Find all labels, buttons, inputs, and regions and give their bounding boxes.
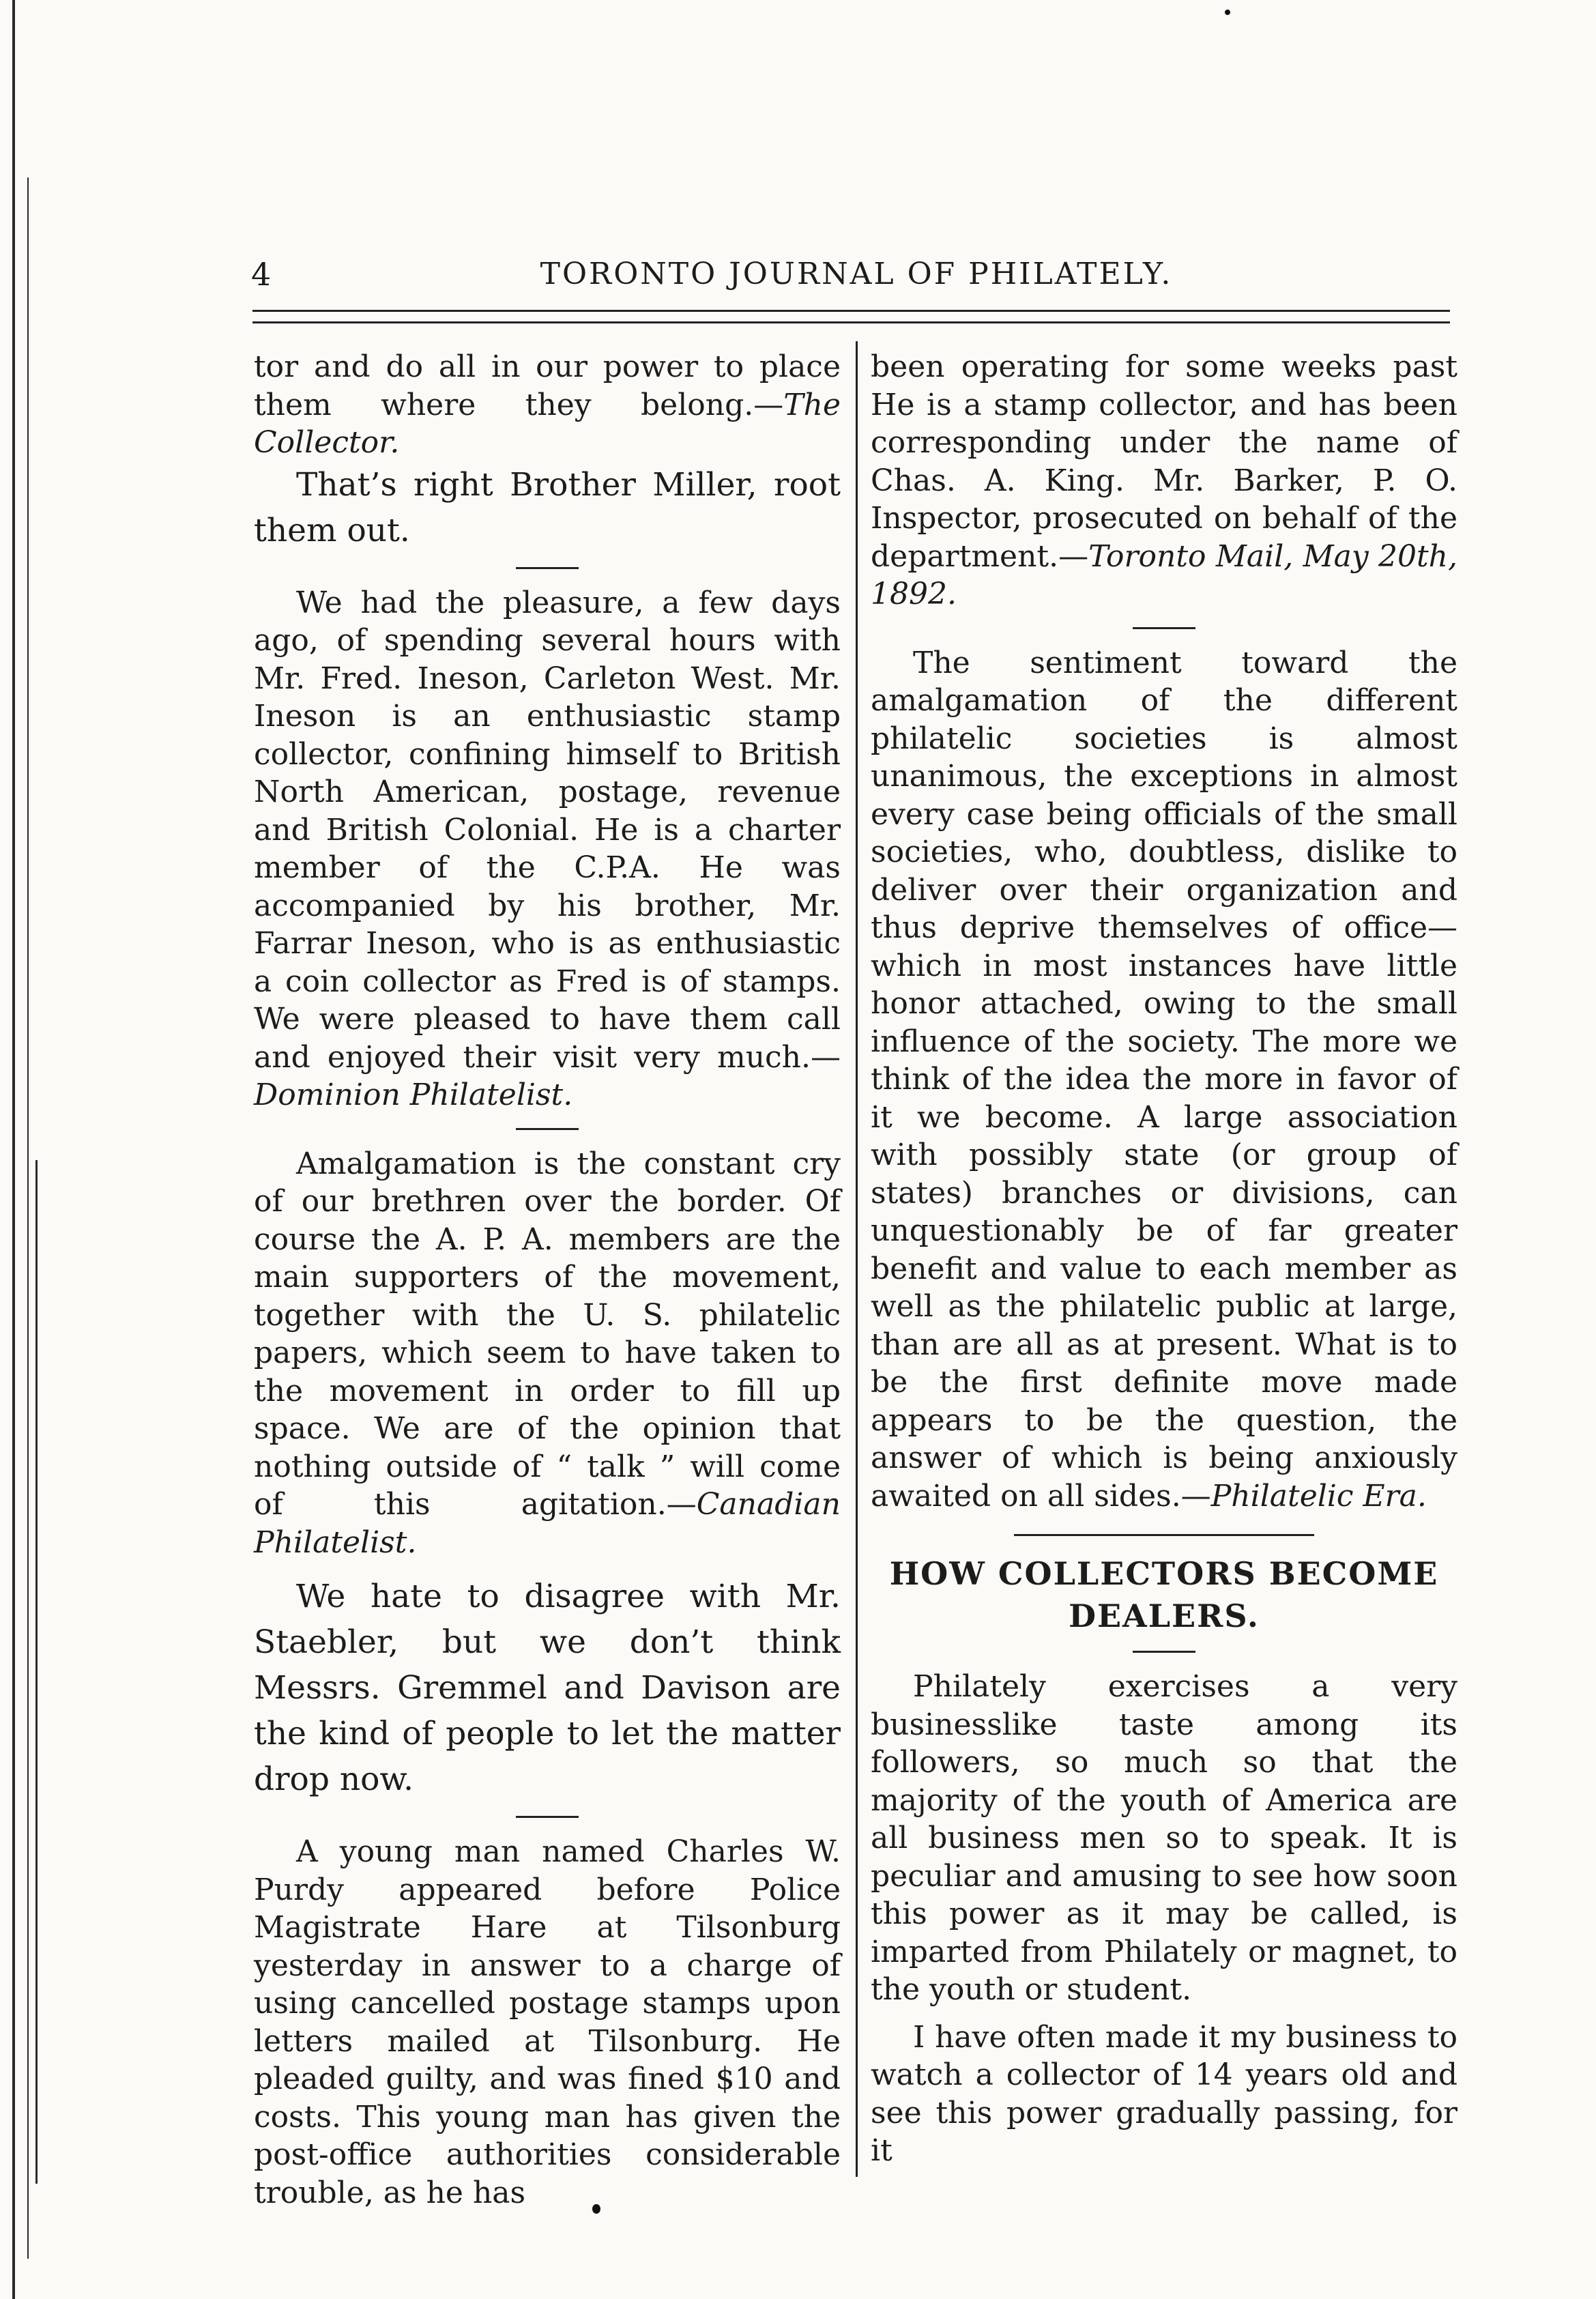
left-column [254,348,841,2212]
scan-edge-line [12,0,15,2299]
paragraph: That’s right Brother Miller, root them out. [254,465,841,549]
scan-edge-line [27,177,29,2259]
separator-rule [516,1816,579,1818]
paragraph: We hate to disagree with Mr. Staebler, but we don’t think Messrs. Gremmel and Davison are the kind of people to let the matter drop now. [254,1578,841,1798]
paragraph: We had the pleasure, a few days ago, of spending several hours with Mr. Fred. Ineson, Carleton West. Mr. Ineson is an enthusiastic stamp collector, confining himself to British North American, postage, revenue and British Colonial. He is a charter member of the C.P.A. He was accompanied by his brother, Mr. Farrar Ineson, who is as enthusiastic a coin collector as Fred is of stamps. We were pleased to have them call and enjoyed their visit very much.—Dominion Philatelist. [254,585,841,1112]
separator-rule [516,567,579,569]
separator-rule [1133,1651,1195,1653]
paragraph: The sentiment toward the amalgamation of the different philatelic societies is almost unanimous, the exceptions in almost every case being officials of the small societies, who, doubtless, dislike to deliver over their organization and thus deprive themselves of office— which in most instances have little honor attached, owing to the small influence of the society. The more we think of the idea the more in favor of it we become. A large association with possibly state (or group of states) branches or divisions, can unquestionably be of far greater benefit and value to each member as well as the philatelic public at large, than are all as at present. What is to be the first definite move made appears to be the question, the answer of which is being anxiously awaited on all sides.—Philatelic Era. [871,645,1457,1514]
ink-speck [1225,10,1230,15]
paragraph: been operating for some weeks past He is a stamp collector, and has been corresponding under the name of Chas. A. King. Mr. Barker, P. O. Inspector, prosecuted on behalf of the department.—Toronto Mail, May 20th, 1892. [871,349,1457,611]
paragraph: A young man named Charles W. Purdy appeared before Police Magistrate Hare at Tilsonburg yesterday in answer to a charge of using cancelled postage stamps upon letters mailed at Tilsonburg. He pleaded guilty, and was fined $10 and costs. This young man has given the post-office authorities considerable trouble, as he has [254,1834,841,2210]
source-citation: The Collector. [254,387,841,460]
source-citation: Dominion Philatelist. [254,1078,573,1112]
paragraph: Philately exercises a very businesslike taste among its followers, so much so that the majority of the youth of America are all business men so to speak. It is peculiar and amusing to see how soon this power as it may be called, is imparted from Philately or magnet, to the youth or student. [871,1669,1457,2007]
scan-edge-line [35,1160,38,2184]
section-heading: HOW COLLECTORS BECOME DEALERS. [889,1555,1439,1634]
source-citation: Philatelic Era. [1210,1478,1427,1514]
page-number: 4 [251,256,272,293]
separator-rule [1014,1534,1314,1536]
paragraph: I have often made it my business to watch a collector of 14 years old and see this power gradually passing, for it [871,2019,1457,2168]
separator-rule [516,1128,579,1130]
paragraph: tor and do all in our power to place them where they belong.—The Collector. [254,349,841,460]
right-column [871,348,1457,2170]
column-divider [856,341,858,2177]
page-header [246,252,1467,296]
source-citation: Toronto Mail, May 20th, 1892. [871,538,1457,611]
separator-rule [1133,627,1195,629]
paragraph: Amalgamation is the constant cry of our brethren over the border. Of course the A. P. A. members are the main supporters of the movement, together with the U. S. philatelic papers, which seem to have taken to the movement in order to fill up space. We are of the opinion that nothing outside of “ talk ” will come of this agitation.—Canadian Philatelist. [254,1146,841,1560]
source-citation: Canadian Philatelist. [254,1487,841,1560]
header-rule [252,310,1450,323]
journal-title: TORONTO JOURNAL OF PHILATELY. [540,257,1173,291]
